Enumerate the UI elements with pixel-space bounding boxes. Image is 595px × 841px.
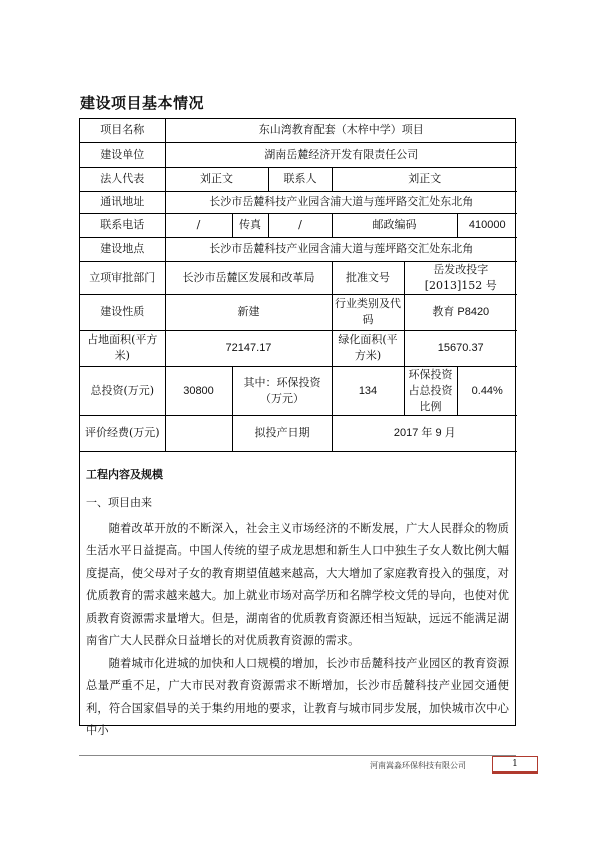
contact-value: 刘正文 — [332, 167, 517, 191]
fax-label: 传真 — [232, 213, 268, 237]
nature-value: 新建 — [165, 294, 332, 330]
production-date-value: 2017 年 9 月 — [332, 415, 517, 451]
address-value: 长沙市岳麓科技产业园含浦大道与莲坪路交汇处东北角 — [165, 191, 517, 213]
legal-rep-label: 法人代表 — [80, 167, 165, 191]
table-row — [80, 213, 517, 237]
page-number-accent — [492, 771, 538, 774]
industry-value: 教育 P8420 — [404, 294, 517, 330]
env-investment-value: 134 — [332, 366, 404, 415]
env-ratio-value: 0.44% — [457, 366, 517, 415]
table-row — [80, 191, 517, 213]
table-row — [80, 119, 517, 142]
eval-fee-label: 评价经费(万元) — [80, 415, 165, 451]
builder-label: 建设单位 — [80, 142, 165, 167]
project-info-table — [80, 119, 517, 452]
info-frame — [79, 118, 516, 737]
footer-divider — [79, 755, 516, 756]
env-investment-label: 其中：环保投资（万元） — [232, 366, 332, 415]
contact-label: 联系人 — [268, 167, 332, 191]
project-name-value: 东山湾教育配套（木梓中学）项目 — [165, 119, 517, 142]
table-row — [80, 167, 517, 191]
table-row — [80, 415, 517, 451]
postcode-label: 邮政编码 — [332, 213, 457, 237]
total-investment-value: 30800 — [165, 366, 232, 415]
section-title: 建设项目基本情况 — [80, 94, 205, 112]
footer-company: 河南嵩淼环保科技有限公司 — [370, 761, 466, 770]
total-investment-label: 总投资(万元) — [80, 366, 165, 415]
eval-fee-value — [165, 415, 232, 451]
area-value: 72147.17 — [165, 330, 332, 366]
area-label: 占地面积(平方米) — [80, 330, 165, 366]
approval-no-label: 批准文号 — [332, 261, 404, 294]
production-date-label: 拟投产日期 — [232, 415, 332, 451]
content-paragraph: 随着城市化进城的加快和人口规模的增加，长沙市岳麓科技产业园区的教育资源总量严重不足，广大市民对教育资源需求不断增加，长沙市岳麓科技产业园交通便利，符合国家倡导的关于集约用地的要求，让教育与城市同步发展，加快城市次中心中小 — [86, 656, 509, 737]
content-subheading: 一、项目由来 — [86, 495, 152, 509]
table-row — [80, 261, 517, 294]
project-name-label: 项目名称 — [80, 119, 165, 142]
approval-no-value: 岳发改投字[2013]152 号 — [404, 261, 517, 294]
page-number: 1 — [492, 756, 538, 772]
phone-value: / — [165, 213, 232, 237]
postcode-value: 410000 — [457, 213, 517, 237]
address-label: 通讯地址 — [80, 191, 165, 213]
industry-label: 行业类别及代码 — [332, 294, 404, 330]
content-paragraph: 随着改革开放的不断深入，社会主义市场经济的不断发展，广大人民群众的物质生活水平日益提高。中国人传统的望子成龙思想和新生人口中独生子女人数比例大幅度提高，使父母对子女的教育期望值越来越高，大大增加了家庭教育投入的强度，对优质教育的需求越来越大。加上就业市场对高学历和名牌学校文凭的导向，也使对优质教育资源需求量增大。但是，湖南省的优质教育资源还相当短缺，远远不能满足湖南省广大人民群众日益增长的对优质教育资源的需求。 — [86, 521, 509, 647]
env-ratio-label: 环保投资占总投资比例 — [404, 366, 457, 415]
approval-dept-label: 立项审批部门 — [80, 261, 165, 294]
table-row — [80, 366, 517, 415]
site-label: 建设地点 — [80, 237, 165, 261]
table-row — [80, 237, 517, 261]
table-row — [80, 330, 517, 366]
legal-rep-value: 刘正文 — [165, 167, 268, 191]
content-area — [80, 452, 515, 743]
table-row — [80, 294, 517, 330]
builder-value: 湖南岳麓经济开发有限责任公司 — [165, 142, 517, 167]
green-label: 绿化面积(平方米) — [332, 330, 404, 366]
approval-dept-value: 长沙市岳麓区发展和改革局 — [165, 261, 332, 294]
green-value: 15670.37 — [404, 330, 517, 366]
table-row — [80, 142, 517, 167]
fax-value: / — [268, 213, 332, 237]
phone-label: 联系电话 — [80, 213, 165, 237]
content-heading: 工程内容及规模 — [86, 467, 163, 481]
site-value: 长沙市岳麓科技产业园含浦大道与莲坪路交汇处东北角 — [165, 237, 517, 261]
nature-label: 建设性质 — [80, 294, 165, 330]
